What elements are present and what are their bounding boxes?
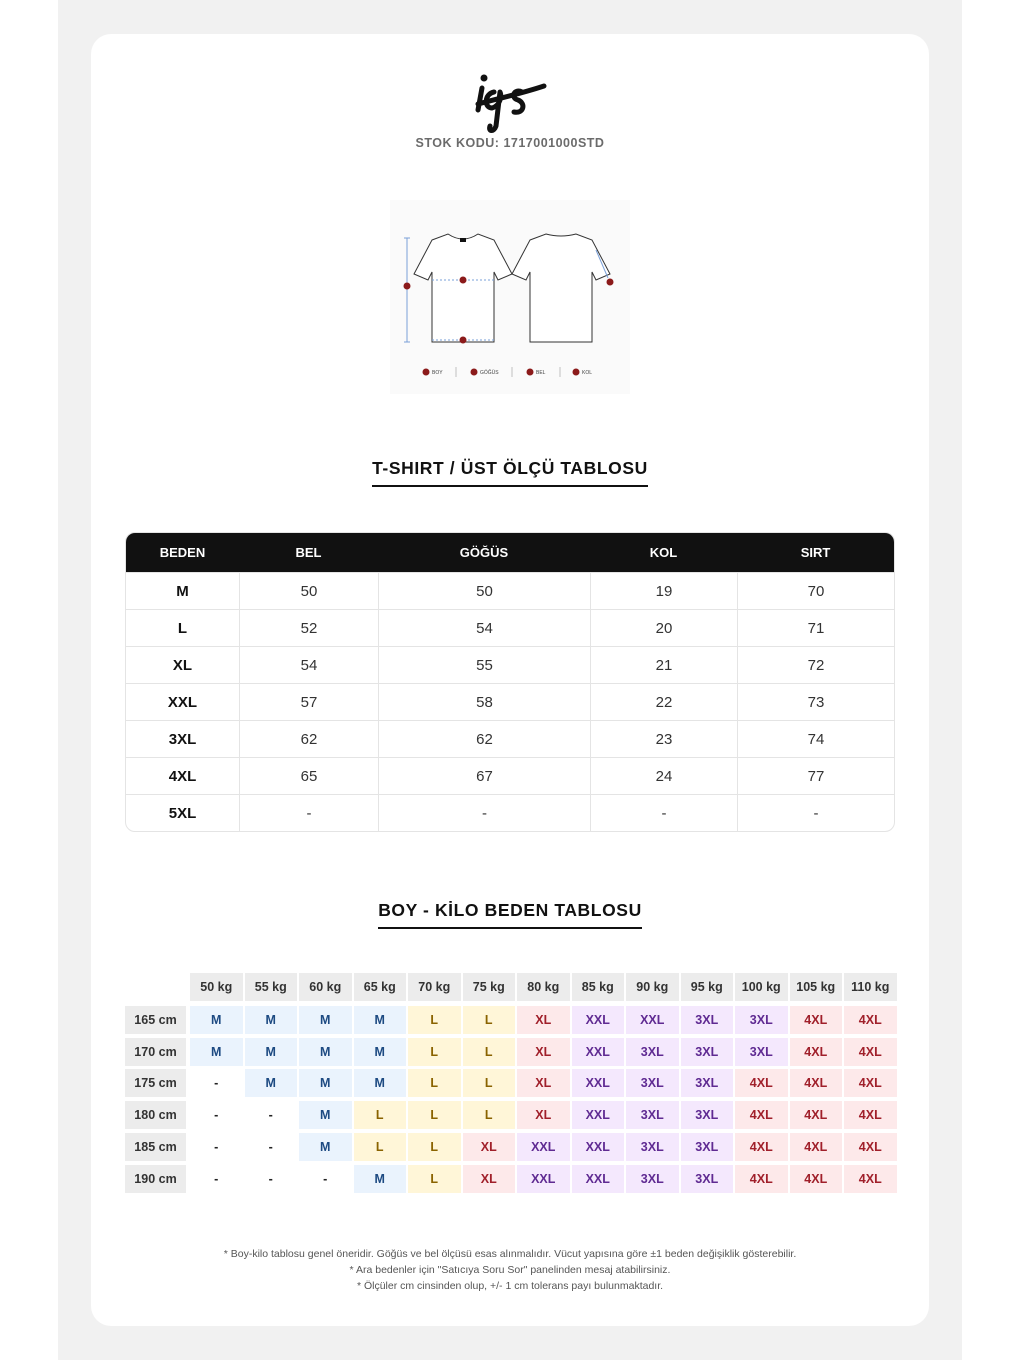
- size-recommendation-cell: 4XL: [844, 1101, 897, 1129]
- table-row: [126, 609, 894, 646]
- size-recommendation-cell: 4XL: [790, 1101, 843, 1129]
- size-recommendation-cell: 4XL: [844, 1133, 897, 1161]
- size-label: 5XL: [126, 794, 239, 831]
- size-recommendation-cell: 4XL: [735, 1133, 788, 1161]
- measurement-cell: 52: [239, 609, 378, 646]
- size-recommendation-cell: 3XL: [681, 1006, 734, 1034]
- weight-header: 110 kg: [844, 973, 897, 1001]
- table-row: [126, 720, 894, 757]
- height-label: 165 cm: [125, 1006, 186, 1034]
- size-recommendation-cell: 3XL: [681, 1133, 734, 1161]
- measurement-cell: 67: [378, 757, 590, 794]
- size-recommendation-cell: XXL: [572, 1038, 625, 1066]
- size-recommendation-cell: M: [190, 1038, 243, 1066]
- note-1: * Boy-kilo tablosu genel öneridir. Göğüs ve bel ölçüsü esas alınmalıdır. Vücut yapısına göre ±1 beden değişiklik gösterebilir.: [223, 1248, 797, 1260]
- measurement-cell: 23: [590, 720, 737, 757]
- legend-gogus: GÖĞÜS: [480, 370, 499, 376]
- col-beden: BEDEN: [126, 533, 239, 572]
- size-recommendation-cell: 3XL: [626, 1101, 679, 1129]
- col-sirt: SIRT: [737, 533, 894, 572]
- measurement-cell: 19: [590, 572, 737, 609]
- size-recommendation-cell: L: [408, 1133, 461, 1161]
- height-label: 180 cm: [125, 1101, 186, 1129]
- size-recommendation-cell: XXL: [517, 1165, 570, 1193]
- tshirt-measurement-diagram: [390, 200, 630, 394]
- stock-code: STOK KODU: 1717001000STD: [415, 136, 605, 150]
- measurement-cell: 57: [239, 683, 378, 720]
- size-recommendation-cell: XXL: [572, 1006, 625, 1034]
- size-recommendation-cell: L: [408, 1165, 461, 1193]
- size-recommendation-cell: 3XL: [681, 1101, 734, 1129]
- legend-boy: BOY: [432, 370, 443, 376]
- size-recommendation-cell: L: [354, 1133, 407, 1161]
- size-recommendation-cell: XL: [517, 1006, 570, 1034]
- weight-header: 80 kg: [517, 973, 570, 1001]
- size-recommendation-cell: 3XL: [681, 1069, 734, 1097]
- size-label: 4XL: [126, 757, 239, 794]
- size-recommendation-cell: 3XL: [681, 1038, 734, 1066]
- size-label: L: [126, 609, 239, 646]
- tshirt-front-icon: [414, 234, 512, 342]
- weight-header: 60 kg: [299, 973, 352, 1001]
- size-recommendation-cell: M: [354, 1038, 407, 1066]
- measurement-cell: 24: [590, 757, 737, 794]
- size-recommendation-cell: -: [245, 1133, 298, 1161]
- brand-logo: [470, 70, 550, 136]
- note-3: * Ölçüler cm cinsinden olup, +/- 1 cm tolerans payı bulunmaktadır.: [356, 1280, 664, 1292]
- size-recommendation-cell: M: [299, 1069, 352, 1097]
- measurement-cell: -: [590, 794, 737, 831]
- size-recommendation-cell: XL: [517, 1038, 570, 1066]
- measurement-cell: 74: [737, 720, 894, 757]
- size-recommendation-cell: L: [463, 1069, 516, 1097]
- size-recommendation-cell: M: [245, 1069, 298, 1097]
- size-recommendation-cell: 4XL: [790, 1133, 843, 1161]
- size-recommendation-cell: L: [463, 1006, 516, 1034]
- tshirt-back-icon: [512, 234, 610, 342]
- size-recommendation-cell: 4XL: [844, 1165, 897, 1193]
- legend-kol: KOL: [582, 370, 593, 376]
- height-label: 190 cm: [125, 1165, 186, 1193]
- size-recommendation-cell: XXL: [572, 1101, 625, 1129]
- weight-header: 100 kg: [735, 973, 788, 1001]
- size-recommendation-cell: 4XL: [790, 1069, 843, 1097]
- measurement-cell: 65: [239, 757, 378, 794]
- size-recommendation-cell: L: [463, 1038, 516, 1066]
- size-recommendation-cell: XXL: [626, 1006, 679, 1034]
- weight-header: 70 kg: [408, 973, 461, 1001]
- measurement-cell: -: [378, 794, 590, 831]
- size-recommendation-cell: L: [408, 1006, 461, 1034]
- table-row: [126, 757, 894, 794]
- size-recommendation-cell: -: [299, 1165, 352, 1193]
- note-2: * Ara bedenler için "Satıcıya Soru Sor" panelinden mesaj atabilirsiniz.: [349, 1264, 671, 1276]
- measurement-cell: 58: [378, 683, 590, 720]
- size-recommendation-cell: 3XL: [626, 1133, 679, 1161]
- size-recommendation-cell: XL: [517, 1069, 570, 1097]
- measurement-cell: 50: [378, 572, 590, 609]
- size-recommendation-cell: XL: [463, 1133, 516, 1161]
- weight-header: 105 kg: [790, 973, 843, 1001]
- size-recommendation-cell: M: [245, 1038, 298, 1066]
- table-row: [126, 646, 894, 683]
- measurement-cell: 22: [590, 683, 737, 720]
- size-recommendation-cell: M: [354, 1006, 407, 1034]
- size-recommendation-cell: L: [354, 1101, 407, 1129]
- measurement-cell: 54: [378, 609, 590, 646]
- size-recommendation-cell: 4XL: [844, 1069, 897, 1097]
- measurement-cell: 20: [590, 609, 737, 646]
- size-recommendation-cell: 4XL: [790, 1038, 843, 1066]
- col-kol: KOL: [590, 533, 737, 572]
- col-gogus: GÖĞÜS: [378, 533, 590, 572]
- size-recommendation-cell: 4XL: [735, 1069, 788, 1097]
- height-label: 170 cm: [125, 1038, 186, 1066]
- size-recommendation-cell: XXL: [517, 1133, 570, 1161]
- weight-header: 50 kg: [190, 973, 243, 1001]
- size-recommendation-cell: 3XL: [681, 1165, 734, 1193]
- size-recommendation-cell: -: [190, 1069, 243, 1097]
- size-recommendation-cell: -: [190, 1165, 243, 1193]
- measurement-cell: 54: [239, 646, 378, 683]
- measurement-cell: -: [239, 794, 378, 831]
- size-recommendation-cell: XXL: [572, 1165, 625, 1193]
- size-label: 3XL: [126, 720, 239, 757]
- size-label: M: [126, 572, 239, 609]
- size-recommendation-cell: -: [245, 1101, 298, 1129]
- size-recommendation-cell: M: [299, 1006, 352, 1034]
- size-recommendation-cell: 4XL: [844, 1038, 897, 1066]
- size-recommendation-cell: 3XL: [626, 1069, 679, 1097]
- size-recommendation-cell: 3XL: [735, 1038, 788, 1066]
- boy-kilo-title: BOY - KİLO BEDEN TABLOSU: [0, 900, 1020, 929]
- size-recommendation-cell: -: [245, 1165, 298, 1193]
- size-recommendation-cell: M: [245, 1006, 298, 1034]
- size-recommendation-cell: L: [408, 1101, 461, 1129]
- size-label: XL: [126, 646, 239, 683]
- size-recommendation-cell: L: [463, 1101, 516, 1129]
- measurement-cell: 55: [378, 646, 590, 683]
- measurement-cell: 73: [737, 683, 894, 720]
- table-row: [126, 683, 894, 720]
- size-recommendation-cell: M: [299, 1133, 352, 1161]
- size-recommendation-cell: 4XL: [735, 1101, 788, 1129]
- measurement-cell: 62: [239, 720, 378, 757]
- table-row: [126, 794, 894, 831]
- size-recommendation-cell: M: [299, 1101, 352, 1129]
- size-recommendation-cell: 4XL: [790, 1165, 843, 1193]
- size-recommendation-cell: L: [408, 1069, 461, 1097]
- height-label: 185 cm: [125, 1133, 186, 1161]
- size-recommendation-cell: XXL: [572, 1069, 625, 1097]
- weight-header: 85 kg: [572, 973, 625, 1001]
- size-table: [125, 532, 895, 832]
- measurement-cell: -: [737, 794, 894, 831]
- measurement-cell: 21: [590, 646, 737, 683]
- size-recommendation-cell: 4XL: [790, 1006, 843, 1034]
- measurement-cell: 70: [737, 572, 894, 609]
- footnotes: [0, 1246, 1020, 1294]
- weight-header: 95 kg: [681, 973, 734, 1001]
- measurement-cell: 71: [737, 609, 894, 646]
- weight-header: 75 kg: [463, 973, 516, 1001]
- measurement-cell: 50: [239, 572, 378, 609]
- size-recommendation-cell: M: [190, 1006, 243, 1034]
- measurement-cell: 77: [737, 757, 894, 794]
- size-recommendation-cell: 4XL: [735, 1165, 788, 1193]
- measurement-cell: 72: [737, 646, 894, 683]
- size-recommendation-cell: M: [354, 1069, 407, 1097]
- size-table-header: [126, 533, 894, 572]
- size-recommendation-cell: 3XL: [626, 1165, 679, 1193]
- weight-header: 90 kg: [626, 973, 679, 1001]
- size-recommendation-cell: 4XL: [844, 1006, 897, 1034]
- size-label: XXL: [126, 683, 239, 720]
- size-recommendation-cell: -: [190, 1133, 243, 1161]
- size-recommendation-cell: 3XL: [626, 1038, 679, 1066]
- size-recommendation-cell: M: [354, 1165, 407, 1193]
- weight-header: 65 kg: [354, 973, 407, 1001]
- height-label: 175 cm: [125, 1069, 186, 1097]
- size-recommendation-cell: L: [408, 1038, 461, 1066]
- legend-bel: BEL: [536, 370, 546, 376]
- measurement-cell: 62: [378, 720, 590, 757]
- table-row: [126, 572, 894, 609]
- size-recommendation-cell: -: [190, 1101, 243, 1129]
- size-recommendation-cell: XL: [517, 1101, 570, 1129]
- size-recommendation-cell: XXL: [572, 1133, 625, 1161]
- weight-header: 55 kg: [245, 973, 298, 1001]
- size-recommendation-cell: M: [299, 1038, 352, 1066]
- size-table-title: T-SHIRT / ÜST ÖLÇÜ TABLOSU: [0, 458, 1020, 487]
- size-recommendation-cell: XL: [463, 1165, 516, 1193]
- size-recommendation-cell: 3XL: [735, 1006, 788, 1034]
- col-bel: BEL: [239, 533, 378, 572]
